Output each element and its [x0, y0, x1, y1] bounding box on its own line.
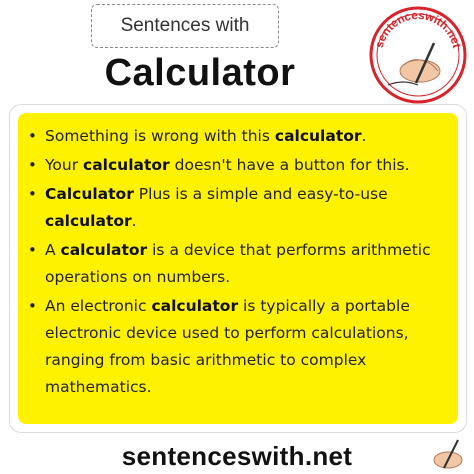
logo	[368, 5, 468, 105]
list-item: • Calculator Plus is a simple and easy-to-use calculator.	[26, 181, 446, 235]
hand-writing-icon	[424, 436, 470, 472]
footer	[0, 438, 474, 474]
list-item: • Your calculator doesn't have a button for this.	[26, 152, 446, 179]
logo-text: sentenceswith.net	[373, 9, 463, 50]
list-item: • A calculator is a device that performs arithmetic operations on numbers.	[26, 237, 446, 291]
sentences-panel	[18, 113, 458, 424]
header-label: Sentences with	[120, 15, 250, 36]
list-item: • Something is wrong with this calculator.	[26, 123, 446, 150]
sentences-card	[9, 104, 467, 433]
page-title: Calculator	[104, 52, 296, 94]
list-item: • An electronic calculator is typically a portable electronic device used to perform calculations, ranging from basic arithmetic to complex mathematics.	[26, 293, 446, 401]
sentence-list	[26, 123, 446, 401]
footer-site-name: sentenceswith.net	[121, 440, 353, 471]
header-label-box	[91, 4, 279, 48]
